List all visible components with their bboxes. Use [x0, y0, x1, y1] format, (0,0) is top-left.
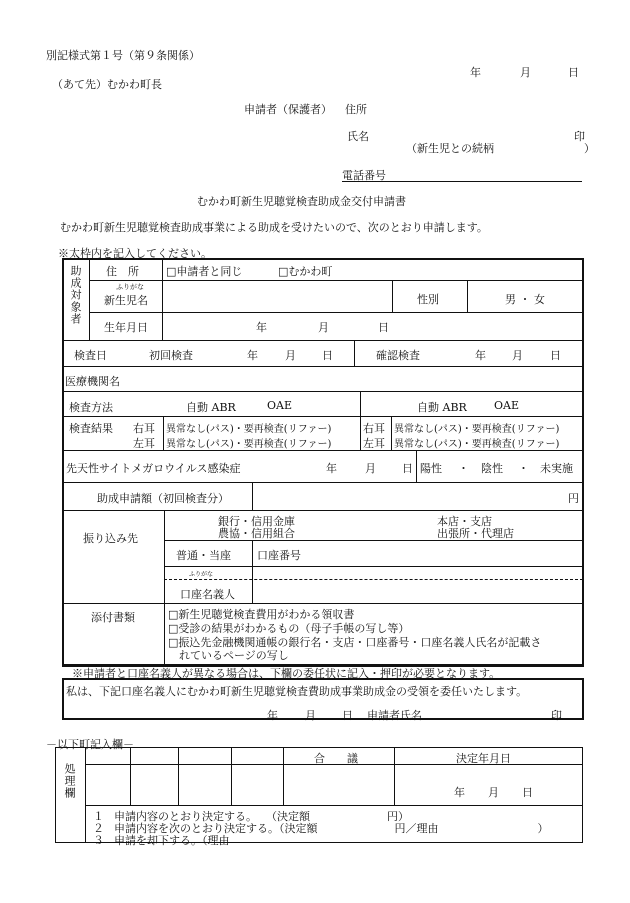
result-left-ear-2: 左耳 [363, 437, 385, 450]
divider [89, 312, 583, 313]
divider [162, 259, 163, 340]
divider [63, 450, 583, 451]
address-label: 住 所 [106, 265, 139, 278]
divider [416, 450, 417, 482]
confirm-test-label: 確認検査 [376, 349, 420, 362]
test-date-label: 検査日 [74, 349, 107, 362]
divider [63, 340, 583, 341]
fill-note: ※太枠内を記入してください。 [58, 247, 212, 260]
attach-receipt-checkbox[interactable]: □新生児聴覚検査費用がわかる領収書 [168, 608, 355, 621]
divider [164, 540, 583, 541]
decision-year: 年 [454, 786, 465, 799]
branch-type-1: 本店・支店 [437, 515, 492, 528]
form-id: 別記様式第１号（第９条関係） [46, 49, 200, 62]
initial-month: 月 [285, 349, 296, 362]
result-right-options-2[interactable]: 異常なし(パス)・要再検査(リファー) [394, 424, 560, 435]
cmv-dot-1: ・ [458, 462, 469, 475]
phone-line [342, 181, 582, 182]
divider [163, 416, 164, 450]
divider [252, 482, 253, 510]
applicant-label: 申請者（保護者） [244, 103, 332, 116]
decision-date-label: 決定年月日 [456, 752, 511, 765]
delegate-applicant-label: 申請者氏名 [367, 709, 422, 722]
amount-label: 助成申請額（初回検査分） [97, 492, 229, 505]
cmv-day: 日 [402, 462, 413, 475]
baby-name-label: 新生児名 [104, 294, 148, 307]
divider [164, 603, 165, 666]
relation-label: （新生児との続柄 [406, 142, 494, 155]
applicant-name-label: 氏名 [347, 130, 369, 143]
result-right-ear: 右耳 [133, 422, 155, 435]
office-vertical-label: 処理欄 [63, 763, 76, 799]
divider [63, 603, 583, 604]
result-right-ear-2: 右耳 [363, 422, 385, 435]
divider [391, 416, 392, 450]
date-month: 月 [520, 66, 531, 79]
address-mukawa-checkbox[interactable]: □むかわ町 [278, 265, 333, 278]
cmv-month: 月 [365, 462, 376, 475]
confirm-month: 月 [512, 349, 523, 362]
dob-month: 月 [318, 321, 329, 334]
divider [63, 391, 583, 392]
phone-label: 電話番号 [342, 169, 386, 182]
dashed-divider [164, 579, 583, 580]
sex-options[interactable]: 男 ・ 女 [505, 293, 545, 306]
decision-3-number: ３ [93, 834, 104, 847]
attach-passbook-continued: れているページの写し [179, 649, 289, 662]
furigana-label: ふりがな [116, 283, 144, 291]
holder-furigana-label: ふりがな [189, 571, 214, 578]
initial-year: 年 [247, 349, 258, 362]
cmv-year: 年 [326, 462, 337, 475]
divider [164, 510, 165, 603]
divider [130, 747, 131, 805]
cmv-dot-2: ・ [518, 462, 529, 475]
divider [354, 340, 355, 366]
divider [392, 280, 393, 312]
divider [85, 805, 583, 806]
method-abr-left[interactable]: 自動 ABR [186, 401, 236, 414]
divider [63, 416, 583, 417]
result-left-ear: 左耳 [133, 437, 155, 450]
delegate-note: ※申請者と口座名義人が異なる場合は、下欄の委任状に記入・押印が必要となります。 [72, 667, 501, 680]
divider [252, 540, 253, 603]
divider [89, 259, 90, 340]
divider [89, 280, 583, 281]
method-oae-right[interactable]: OAE [494, 399, 519, 412]
office-heading: －以下町記入欄－ [46, 738, 134, 751]
divider [231, 747, 232, 805]
consult-label: 合 議 [314, 752, 358, 765]
account-holder-label: 口座名義人 [180, 588, 235, 601]
divider [360, 416, 361, 450]
delegate-seal: 印 [551, 709, 562, 722]
initial-day: 日 [322, 349, 333, 362]
divider [63, 510, 583, 511]
decision-2: 申請内容を次のとおり決定する。（決定額 円／理由 ） [114, 822, 549, 835]
decision-2-number: ２ [93, 822, 104, 835]
divider [178, 747, 179, 805]
dob-day: 日 [378, 321, 389, 334]
date-day: 日 [568, 66, 579, 79]
decision-1: 申請内容のとおり決定する。 （決定額 円） [114, 810, 409, 823]
delegate-month: 月 [305, 709, 316, 722]
dob-year: 年 [256, 321, 267, 334]
divider [283, 747, 284, 805]
cmv-label: 先天性サイトメガロウイルス感染症 [66, 462, 241, 475]
applicant-seal: 印 [574, 130, 585, 143]
intro-text: むかわ町新生児聴覚検査助成事業による助成を受けたいので、次のとおり申請します。 [60, 221, 488, 234]
bank-type-1: 銀行・信用金庫 [218, 515, 295, 528]
subject-vertical-label: 助成対象者 [69, 265, 82, 325]
method-oae-left[interactable]: OAE [267, 399, 292, 412]
attach-result-checkbox[interactable]: □受診の結果がわかるもの（母子手帳の写し等） [168, 622, 410, 635]
address-same-checkbox[interactable]: □申請者と同じ [166, 265, 243, 278]
attach-label: 添付書類 [91, 611, 135, 624]
account-type-label: 普通・当座 [176, 549, 231, 562]
attach-passbook-checkbox[interactable]: □振込先金融機関通帳の銀行名・支店・口座番号・口座名義人氏名が記載さ [168, 636, 542, 649]
dob-label: 生年月日 [104, 321, 148, 334]
amount-yen: 円 [568, 492, 579, 505]
delegate-year: 年 [267, 709, 278, 722]
decision-1-number: １ [93, 810, 104, 823]
sex-label: 性別 [417, 293, 439, 306]
divider [85, 747, 86, 843]
divider [63, 482, 583, 483]
result-left-options[interactable]: 異常なし(パス)・要再検査(リファー) [166, 439, 332, 450]
institution-label: 医療機関名 [65, 375, 120, 388]
method-label: 検査方法 [69, 401, 113, 414]
relation-close: ） [584, 142, 595, 155]
addressee: （あて先）むかわ町長 [52, 78, 162, 91]
date-year: 年 [470, 66, 481, 79]
applicant-address-label: 住所 [345, 103, 367, 116]
bank-type-2: 農協・信用組合 [218, 527, 295, 540]
divider [360, 391, 361, 417]
method-abr-right[interactable]: 自動 ABR [417, 401, 467, 414]
cmv-negative[interactable]: 陰性 [481, 462, 503, 475]
delegate-day: 日 [342, 709, 353, 722]
divider [63, 366, 583, 367]
form-title: むかわ町新生児聴覚検査助成金交付申請書 [197, 195, 406, 208]
result-label: 検査結果 [69, 422, 113, 435]
divider [164, 566, 583, 567]
divider [467, 280, 468, 312]
result-left-options-2[interactable]: 異常なし(パス)・要再検査(リファー) [394, 439, 560, 450]
confirm-year: 年 [475, 349, 486, 362]
cmv-positive[interactable]: 陽性 [420, 462, 442, 475]
confirm-day: 日 [550, 349, 561, 362]
decision-3: 申請を却下する。（理由 [114, 834, 230, 847]
delegate-text: 私は、下記口座名義人にむかわ町新生児聴覚検査費助成事業助成金の受領を委任いたします。 [66, 685, 528, 698]
branch-type-2: 出張所・代理店 [437, 527, 514, 540]
decision-month: 月 [488, 786, 499, 799]
cmv-not-done[interactable]: 未実施 [540, 462, 573, 475]
transfer-label: 振り込み先 [83, 532, 138, 545]
divider [394, 747, 395, 805]
decision-day: 日 [522, 786, 533, 799]
initial-test-label: 初回検査 [149, 349, 193, 362]
account-number-label: 口座番号 [257, 549, 301, 562]
result-right-options[interactable]: 異常なし(パス)・要再検査(リファー) [166, 424, 332, 435]
